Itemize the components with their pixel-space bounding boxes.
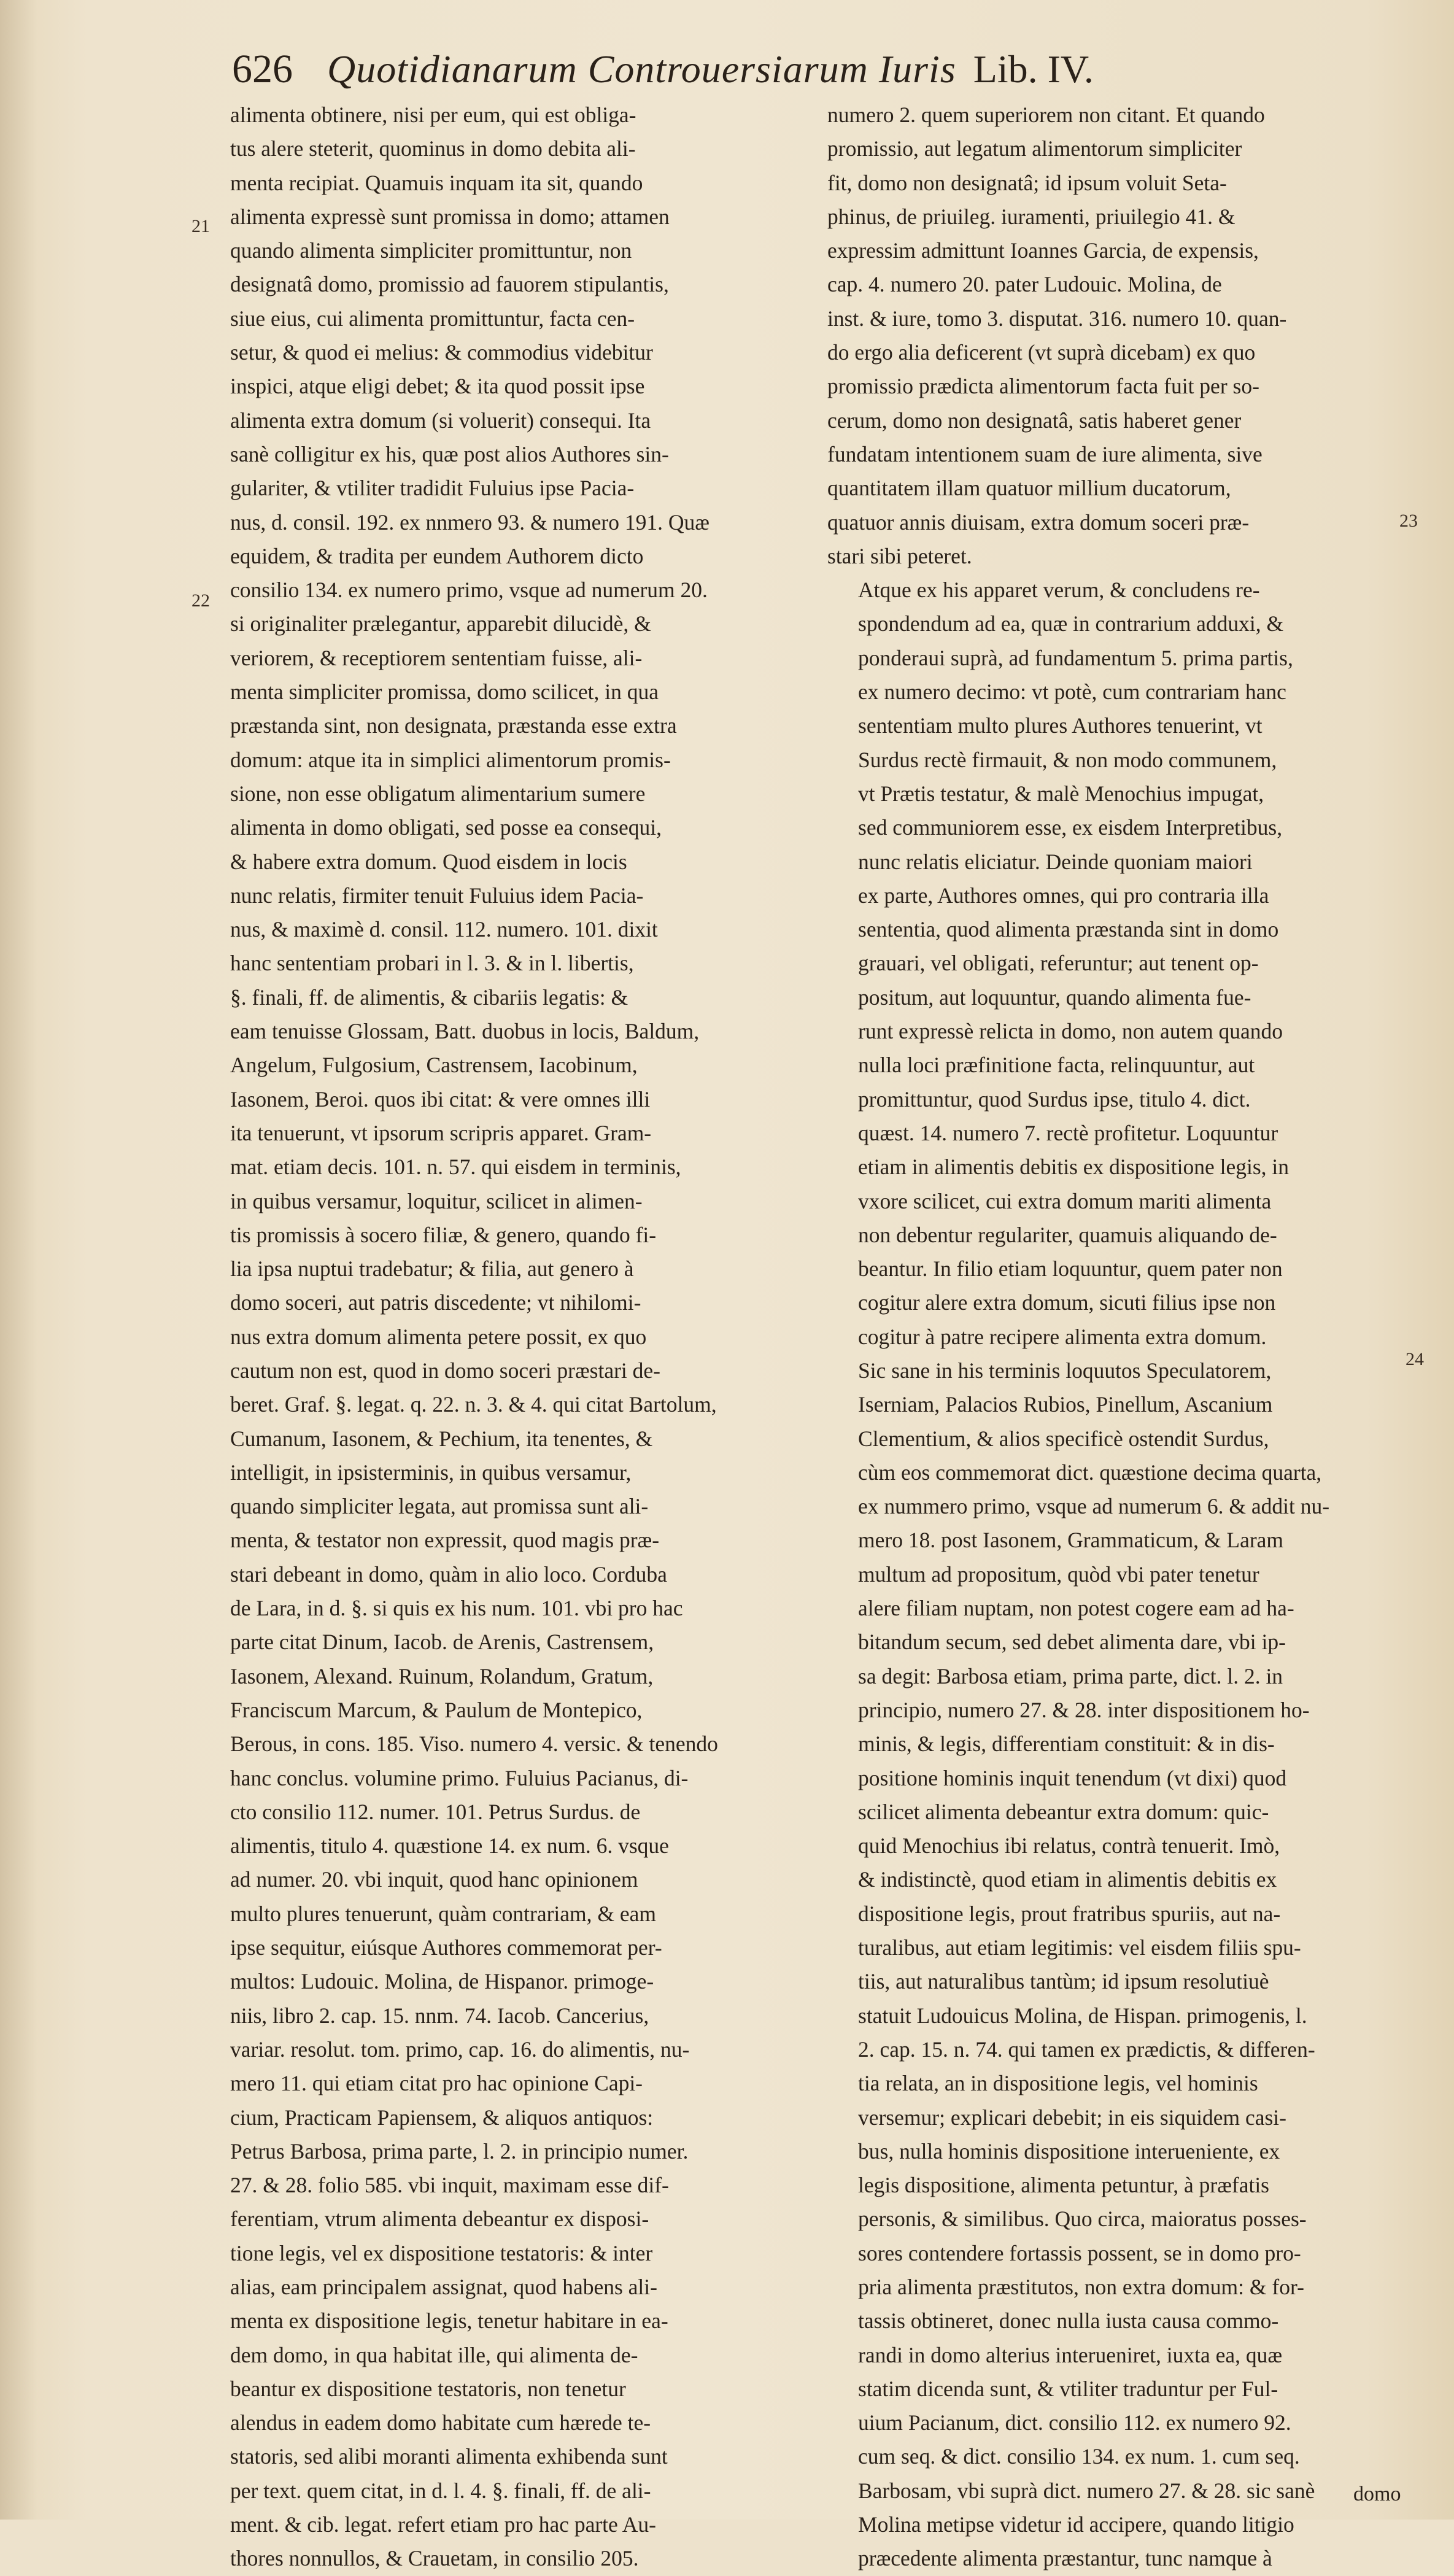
book-label: Lib. IV. [973,47,1094,91]
text-line: parte citat Dinum, Iacob. de Arenis, Castrensem, [230,1630,654,1655]
text-line: sed communiorem esse, ex eisdem Interpretibus, [858,815,1283,840]
text-line: multo plures tenuerunt, quàm contrariam, & eam [230,1901,657,1926]
text-line: tiis, aut naturalibus tantùm; id ipsum resolutiuè [858,1969,1269,1994]
catchword: domo [1353,2483,1401,2505]
text-line: nunc relatis eliciatur. Deinde quoniam maiori [858,849,1253,874]
text-line: promissio prædicta alimentorum facta fuit per so- [827,374,1259,399]
text-line: ad numer. 20. vbi inquit, quod hanc opinionem [230,1867,638,1892]
text-line: multum ad propositum, quòd vbi pater tenetur [858,1561,1259,1587]
text-line: stari debeant in domo, quàm in alio loco. Corduba [230,1561,667,1587]
text-line: cùm eos commemorat dict. quæstione decima quarta, [858,1460,1322,1485]
text-line: dem domo, in qua habitat ille, qui alimenta de- [230,2342,638,2367]
text-line: nus extra domum alimenta petere possit, ex quo [230,1324,647,1349]
text-line: runt expressè relicta in domo, non autem quando [858,1019,1283,1044]
text-line: uium Pacianum, dict. consilio 112. ex numero 92. [858,2410,1291,2435]
text-line: bitandum secum, sed debet alimenta dare, vbi ip- [858,1630,1286,1655]
text-line: menta recipiat. Quamuis inquam ita sit, quando [230,170,643,195]
text-line: statim dicenda sunt, & vtiliter traduntur per Ful- [858,2376,1278,2401]
text-line: præstanda sint, non designata, præstanda esse extra [230,713,677,738]
text-line: scilicet alimenta debeantur extra domum: quic- [858,1799,1269,1824]
text-line: personis, & similibus. Quo circa, maioratus posses- [858,2207,1307,2232]
margin-note-24: 24 [1406,1349,1424,1369]
text-line: alendus in eadem domo habitate cum hærede te- [230,2410,651,2435]
text-line: ex parte, Authores omnes, qui pro contraria illa [858,883,1269,908]
text-line: sanè colligitur ex his, quæ post alios Authores sin- [230,441,669,466]
text-line: minis, & legis, differentiam constituit: & in dis- [858,1731,1275,1757]
text-line: alimenta extra domum (si voluerit) consequi. Ita [230,408,651,433]
text-line: quantitatem illam quatuor millium ducatorum, [827,476,1231,501]
text-line: ita tenuerunt, vt ipsorum scripris apparet. Gram- [230,1120,652,1145]
text-line: alimentis, titulo 4. quæstione 14. ex num. 6. vsque [230,1833,669,1859]
text-line: grauari, vel obligati, referuntur; aut tenent op- [858,951,1259,976]
text-line: nulla loci præfinitione facta, relinquuntur, aut [858,1053,1255,1078]
text-line: ponderaui suprà, ad fundamentum 5. prima partis, [858,645,1293,670]
text-line: lia ipsa nuptui tradebatur; & filia, aut genero à [230,1256,634,1282]
text-line: intelligit, in ipsisterminis, in quibus versamur, [230,1460,632,1485]
text-line: sione, non esse obligatum alimentarium sumere [230,781,646,806]
text-line: equidem, & tradita per eundem Authorem dicto [230,543,644,568]
running-title: Quotidianarum Controuersiarum Iuris [327,47,956,91]
text-line: versemur; explicari debebit; in eis siquidem casi- [858,2105,1286,2130]
text-line: Molina metipse videtur id accipere, quando litigio [858,2512,1294,2537]
text-line: fundatam intentionem suam de iure alimenta, sive [827,441,1263,466]
text-line: menta, & testator non expressit, quod magis præ- [230,1528,660,1553]
text-line: expressim admittunt Ioannes Garcia, de expensis, [827,238,1259,263]
text-line: siue eius, cui alimenta promittuntur, facta cen- [230,306,635,331]
text-line: domo soceri, aut patris discedente; vt nihilomi- [230,1290,641,1315]
text-line: hanc conclus. volumine primo. Fuluius Pacianus, di- [230,1765,689,1790]
text-line: sententiam multo plures Authores tenuerint, vt [858,713,1263,738]
text-line: ferentiam, vtrum alimenta debeantur ex disposi- [230,2207,649,2232]
text-line: menta ex dispositione legis, tenetur habitare in ea- [230,2308,668,2334]
text-line: designatâ domo, promissio ad fauorem stipulantis, [230,272,669,297]
text-line: nunc relatis, firmiter tenuit Fuluius idem Pacia- [230,883,644,908]
text-line: non debentur regulariter, quamuis aliquando de- [858,1222,1277,1247]
text-line: de Lara, in d. §. si quis ex his num. 101. vbi pro hac [230,1596,683,1621]
text-line: phinus, de priuileg. iuramenti, priuilegio 41. & [827,204,1236,229]
text-line: cogitur à patre recipere alimenta extra domum. [858,1324,1267,1349]
text-line: consilio 134. ex numero primo, vsque ad numerum 20. [230,578,708,603]
text-line: Barbosam, vbi suprà dict. numero 27. & 28. sic sanè [858,2478,1315,2503]
text-line: veriorem, & receptiorem sententiam fuisse, ali- [230,645,643,670]
page-header [232,36,1386,103]
text-line: cap. 4. numero 20. pater Ludouic. Molina, de [827,272,1222,297]
text-line: 27. & 28. folio 585. vbi inquit, maximam esse dif- [230,2173,669,2198]
text-line: mero 11. qui etiam citat pro hac opinione Capi- [230,2071,643,2096]
text-line: multos: Ludouic. Molina, de Hispanor. primoge- [230,1969,654,1994]
text-line: quid Menochius ibi relatus, contrà tenuerit. Imò, [858,1833,1280,1859]
text-line: alimenta expressè sunt promissa in domo; attamen [230,204,670,229]
text-line: tis promissis à socero filiæ, & genero, quando fi- [230,1222,657,1247]
text-line: beret. Graf. §. legat. q. 22. n. 3. & 4. qui citat Bartolum, [230,1392,717,1417]
text-line: ex numero decimo: vt potè, cum contrariam hanc [858,679,1286,705]
page-number: 626 [232,47,293,91]
text-line: variar. resolut. tom. primo, cap. 16. do alimentis, nu- [230,2036,690,2062]
right-text-column [827,98,1380,2576]
text-line: promittuntur, quod Surdus ipse, titulo 4. dict. [858,1086,1251,1112]
margin-note-23: 23 [1399,511,1418,531]
text-line: Berous, in cons. 185. Viso. numero 4. versic. & tenendo [230,1731,718,1757]
text-line: stari sibi peteret. [827,543,972,568]
text-line: cogitur alere extra domum, sicuti filius ipse non [858,1290,1276,1315]
text-line: promissio, aut legatum alimentorum simpliciter [827,136,1242,161]
text-line: cautum non est, quod in domo soceri præstari de- [230,1358,660,1383]
margin-note-21: 21 [191,216,210,236]
text-line: setur, & quod ei melius: & commodius videbitur [230,340,653,365]
text-line: quæst. 14. numero 7. rectè profitetur. Loquuntur [858,1120,1278,1145]
text-line: do ergo alia deficerent (vt suprà dicebam) ex quo [827,340,1256,365]
text-line: dispositione legis, prout fratribus spuriis, aut na- [858,1901,1281,1926]
text-line: hanc sententiam probari in l. 3. & in l. libertis, [230,951,634,976]
text-line: Franciscum Marcum, & Paulum de Montepico, [230,1697,643,1722]
text-line: domum: atque ita in simplici alimentorum promis- [230,747,671,772]
text-line: tia relata, an in dispositione legis, vel hominis [858,2071,1258,2096]
text-line: §. finali, ff. de alimentis, & cibariis legatis: & [230,984,628,1010]
text-line: menta simpliciter promissa, domo scilicet, in qua [230,679,659,705]
text-line: Clementium, & alios specificè ostendit Surdus, [858,1426,1269,1451]
text-line: 2. cap. 15. n. 74. qui tamen ex prædictis, & differen- [858,2036,1315,2062]
text-line: ipse sequitur, eiúsque Authores commemorat per- [230,1935,662,1960]
text-line: quatuor annis diuisam, extra domum soceri præ- [827,509,1250,535]
text-line: nus, d. consil. 192. ex nnmero 93. & numero 191. Quæ [230,509,710,535]
text-line: positum, aut loquuntur, quando alimenta fue- [858,984,1251,1010]
text-line: niis, libro 2. cap. 15. nnm. 74. Iacob. Cancerius, [230,2003,649,2028]
right-paragraph-2 [827,573,1380,2576]
text-line: randi in domo alterius interueniret, iuxta ea, quæ [858,2342,1283,2367]
margin-note-22: 22 [191,590,210,611]
text-line: spondendum ad ea, quæ in contrarium adduxi, & [858,611,1284,636]
text-line: cum seq. & dict. consilio 134. ex num. 1. cum seq. [858,2444,1300,2469]
text-line: in quibus versamur, loquitur, scilicet in alimen- [230,1188,643,1213]
text-line: Cumanum, Iasonem, & Pechium, ita tenentes, & [230,1426,653,1451]
text-line: sores contendere fortassis possent, se in domo pro- [858,2240,1301,2265]
text-line: si originaliter prælegantur, apparebit dilucidè, & [230,611,651,636]
text-line: pria alimenta præstitutos, non extra domum: & for- [858,2275,1304,2299]
text-line: Angelum, Fulgosium, Castrensem, Iacobinum, [230,1053,638,1078]
text-line: sa degit: Barbosa etiam, prima parte, dict. l. 2. in [858,1663,1283,1688]
text-line: vxore scilicet, cui extra domum mariti alimenta [858,1188,1272,1213]
text-line: Atque ex his apparet verum, & concludens re- [858,578,1260,603]
text-line: vt Prætis testatur, & malè Menochius impugat, [858,781,1264,806]
text-line: alimenta in domo obligati, sed posse ea consequi, [230,815,662,840]
text-line: cto consilio 112. numer. 101. Petrus Surdus. de [230,1799,641,1824]
text-line: bus, nulla hominis dispositione interueniente, ex [858,2138,1280,2164]
text-line: sententia, quod alimenta præstanda sint in domo [858,917,1279,942]
text-line: alimenta obtinere, nisi per eum, qui est obliga- [230,102,636,127]
text-line: tus alere steterit, quominus in domo debita ali- [230,136,636,161]
text-line: per text. quem citat, in d. l. 4. §. finali, ff. de ali- [230,2478,651,2503]
text-line: ment. & cib. legat. refert etiam pro hac parte Au- [230,2512,656,2537]
page-fold-shadow [0,0,37,2520]
text-line: etiam in alimentis debitis ex dispositione legis, in [858,1155,1290,1180]
text-line: mat. etiam decis. 101. n. 57. qui eisdem in terminis, [230,1155,681,1180]
text-line: præcedente alimenta præstantur, tunc namque à [858,2546,1272,2571]
text-line: tassis obtineret, donec nulla iusta causa commo- [858,2308,1279,2334]
text-line: beantur. In filio etiam loquuntur, quem pater non [858,1256,1283,1282]
text-line: beantur ex dispositione testatoris, non tenetur [230,2376,626,2401]
text-line: Iasonem, Beroi. quos ibi citat: & vere omnes illi [230,1086,651,1112]
text-line: numero 2. quem superiorem non citant. Et quando [827,102,1265,127]
text-line: ex nummero primo, vsque ad numerum 6. & addit nu- [858,1494,1330,1519]
text-line: & habere extra domum. Quod eisdem in locis [230,849,627,874]
text-line: alere filiam nuptam, non potest cogere eam ad ha- [858,1596,1294,1621]
text-line: inspici, atque eligi debet; & ita quod possit ipse [230,374,645,399]
text-line: statuit Ludouicus Molina, de Hispan. primogenis, l. [858,2003,1307,2028]
text-line: quando alimenta simpliciter promittuntur, non [230,238,632,263]
text-line: quando simpliciter legata, aut promissa sunt ali- [230,1494,649,1519]
text-line: cerum, domo non designatâ, satis haberet gener [827,408,1242,433]
text-line: nus, & maximè d. consil. 112. numero. 101. dixit [230,917,658,942]
text-line: legis dispositione, alimenta petuntur, à præfatis [858,2173,1269,2198]
text-line: Surdus rectè firmauit, & non modo communem, [858,747,1277,772]
text-line: Iasonem, Alexand. Ruinum, Rolandum, Gratum, [230,1663,654,1688]
left-text-column [230,98,783,2576]
text-line: eam tenuisse Glossam, Batt. duobus in locis, Baldum, [230,1019,700,1044]
text-line: fit, domo non designatâ; id ipsum voluit Seta- [827,170,1227,195]
text-line: principio, numero 27. & 28. inter dispositionem ho- [858,1697,1310,1722]
text-line: cium, Practicam Papiensem, & aliquos antiquos: [230,2105,654,2130]
text-line: Iserniam, Palacios Rubios, Pinellum, Ascanium [858,1392,1273,1417]
text-line: Petrus Barbosa, prima parte, l. 2. in principio numer. [230,2138,689,2164]
text-line: & indistinctè, quod etiam in alimentis debitis ex [858,1867,1277,1892]
text-line: turalibus, aut etiam legitimis: vel eisdem filiis spu- [858,1935,1301,1960]
text-line: statoris, sed alibi moranti alimenta exhibenda sunt [230,2444,668,2469]
text-line: mero 18. post Iasonem, Grammaticum, & Laram [858,1528,1284,1553]
right-paragraph-1 [827,98,1380,573]
text-line: thores nonnullos, & Crauetam, in consilio 205. [230,2546,639,2571]
text-line: positione hominis inquit tenendum (vt dixi) quod [858,1765,1287,1790]
text-line: tione legis, vel ex dispositione testatoris: & inter [230,2240,653,2265]
text-line: inst. & iure, tomo 3. disputat. 316. numero 10. quan- [827,306,1287,331]
text-line: gulariter, & vtiliter tradidit Fuluius ipse Pacia- [230,476,635,501]
text-line: Sic sane in his terminis loquutos Speculatorem, [858,1358,1272,1383]
text-line: alias, eam principalem assignat, quod habens ali- [230,2275,657,2299]
